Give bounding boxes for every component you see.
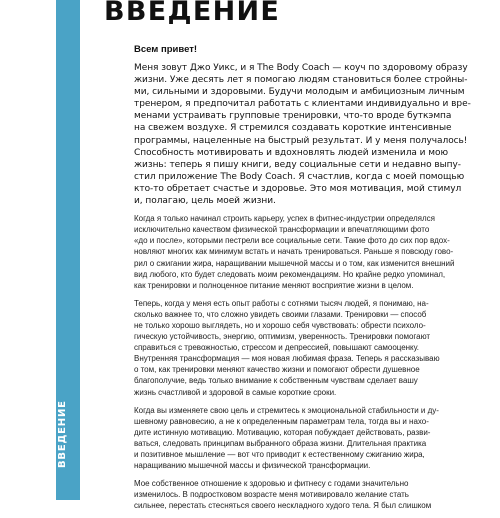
body-line: Мое собственное отношение к здоровью и фитнесу с годами значительно <box>134 479 409 489</box>
body-line: как тренировки и полноценное питание меняют восприятие жизни в целом. <box>134 280 414 290</box>
body-line: изменилось. В подростковом возрасте меня мотивировало желание стать <box>134 490 409 500</box>
intro-line: стил приложение The Body Coach. Я счастлив, когда с моей помощью <box>134 171 465 182</box>
body-line: о том, как тренировки меняют качество жизни и помогают обрести душевное <box>134 365 420 375</box>
body-line: Теперь, когда у меня есть опыт работы с сотнями тысяч людей, я понимаю, на- <box>134 298 429 308</box>
intro-line: Меня зовут Джо Уикс, и я The Body Coach — коуч по здоровому образу <box>134 63 468 73</box>
greeting: Всем привет! <box>134 44 198 55</box>
body-paragraph <box>134 478 456 511</box>
body-line: сколько важнее то, что сложно увидеть своими глазами. Тренировки — способ <box>134 309 427 319</box>
body-line: шевному равновесию, а не к определенным параметрам тела, тогда вы и нахо- <box>134 416 429 426</box>
body-paragraph <box>134 405 456 472</box>
body-paragraphs <box>134 213 456 511</box>
body-line: благополучие, ведь только внимание к собственным чувствам сделает вашу <box>134 376 418 386</box>
body-line: жизнь счастливой и здоровой в самые короткие сроки. <box>134 387 337 397</box>
body-line: «до и после», которыми пестрели все социальные сети. Такие фото до сих пор вдох- <box>134 236 450 246</box>
intro-line: на свежем воздухе. Я стремился создавать короткие интенсивные <box>134 123 452 134</box>
body-paragraph <box>134 213 456 291</box>
intro-line: Способность мотивировать и вдохновлять людей изменила и мою <box>134 147 449 158</box>
body-line: Внутренняя трансформация — моя новая любимая фраза. Теперь я рассказываю <box>134 354 440 364</box>
intro-line: и, полагаю, цель моей жизни. <box>134 196 276 207</box>
body-line: сильнее, перестать стесняться своего нескладного худого тела. Я был слишком <box>134 501 432 511</box>
body-line: дите истинную мотивацию. Мотивацию, которая побуждает действовать, разви- <box>134 427 431 437</box>
body-line: Когда вы изменяете свою цель и стремитесь к эмоциональной стабильности и ду- <box>134 405 439 415</box>
intro-line: менами устраивать групповые тренировки, что-то вроде буткэмпа <box>134 111 452 122</box>
body-line: рил о сжигании жира, наращивании мышечной массы и о том, как изменится внешний <box>134 258 455 268</box>
intro-line: тренером, я предпочитал работать с клиентами индивидуально и вре- <box>134 99 471 110</box>
body-line: исключительно качеством физической трансформации и впечатляющими фото <box>134 225 430 235</box>
body-line: вид любого, кто будет следовать моим рекомендациям. Но крайне редко упоминал, <box>134 269 446 279</box>
body-line: не только хорошо выглядеть, но и хорошо себя чувствовать: обрести психоло- <box>134 320 426 330</box>
body-line: справиться с тревожностью, стрессом и депрессией, повышают самооценку. <box>134 343 420 353</box>
intro-line: ми, сильными и здоровыми. Будучи молодым и амбициозным личным <box>134 87 465 98</box>
page-content <box>134 44 471 518</box>
body-line: наращиванию мышечной массы и физической трансформации. <box>134 461 371 471</box>
body-line: новляют многих как минимум встать и начать тренироваться. Раньше я повсюду гово- <box>134 247 454 257</box>
intro-paragraph <box>134 62 471 207</box>
sidebar-section-label: ВВЕДЕНИЕ <box>57 400 68 468</box>
intro-line: кто-то обретает счастье и здоровье. Это моя мотивация, мой стимул <box>134 183 462 194</box>
body-line: и позитивное мышление — вот что приводит к естественному сжиганию жира, <box>134 450 425 459</box>
intro-line: жизни. Уже десять лет я помогаю людям становиться более стройны- <box>134 75 468 86</box>
body-line: Когда я только начинал строить карьеру, успех в фитнес-индустрии определялся <box>134 214 435 224</box>
body-paragraph <box>134 298 456 398</box>
page-title: ВВЕДЕНИЕ <box>104 0 281 27</box>
intro-line: жизнь: теперь я пишу книги, веду социальные сети и недавно выпу- <box>134 159 461 170</box>
body-line: гическую устойчивость, энергию, оптимизм, уверенность. Тренировки помогают <box>134 332 431 342</box>
body-line: ваться, следовать принципам выбранного образа жизни. Длительная практика <box>134 438 427 448</box>
intro-line: программы, нацеленные на быстрый результат. И у меня получалось! <box>134 135 468 146</box>
